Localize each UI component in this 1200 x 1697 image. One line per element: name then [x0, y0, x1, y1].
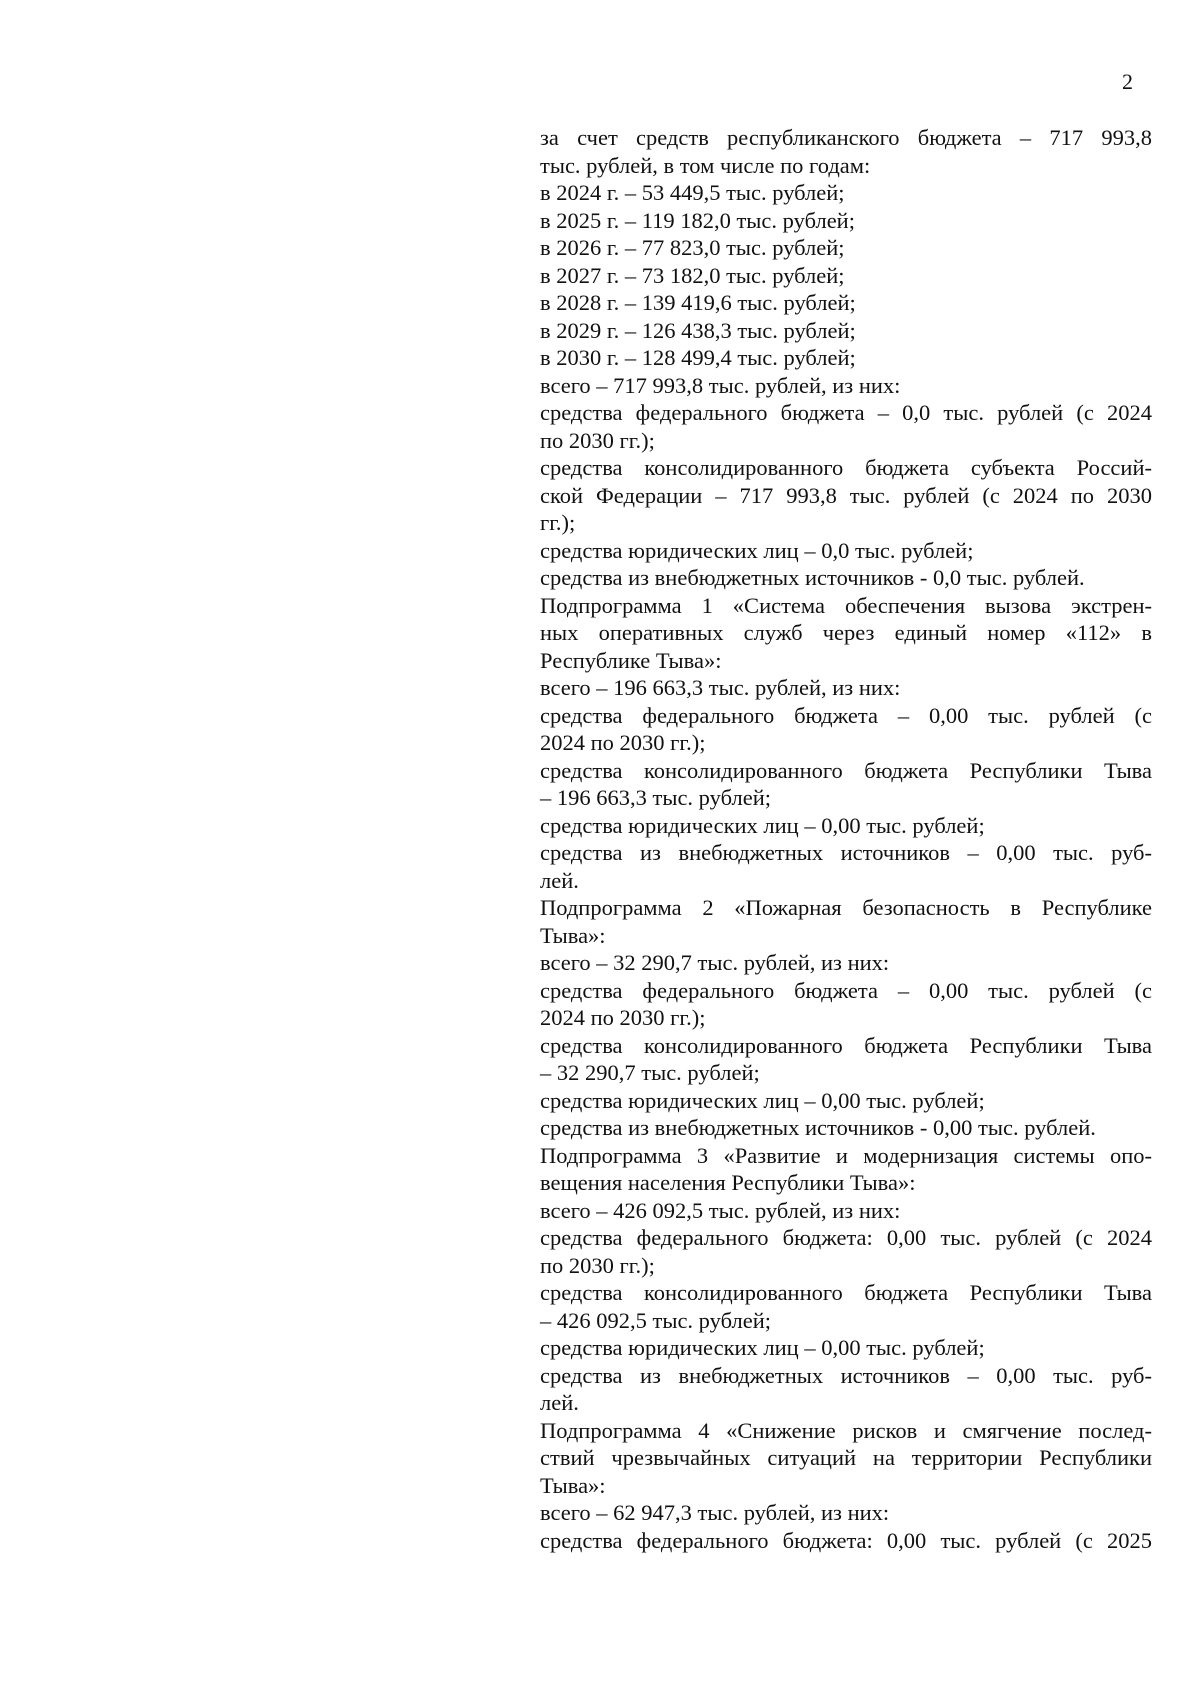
- text-line: всего – 196 663,3 тыс. рублей, из них:: [540, 675, 901, 700]
- text-line: всего – 62 947,3 тыс. рублей, из них:: [540, 1500, 890, 1525]
- text-line: ствий чрезвычайных ситуаций на территории Республики: [540, 1445, 1152, 1470]
- text-line: средства юридических лиц – 0,00 тыс. рублей;: [540, 812, 985, 838]
- text-line: средства юридических лиц – 0,00 тыс. рублей;: [540, 1087, 985, 1113]
- document-text-column: [540, 124, 1152, 1554]
- text-line: всего – 32 290,7 тыс. рублей, из них:: [540, 950, 890, 975]
- text-line: в 2029 г. – 126 438,3 тыс. рублей;: [540, 317, 856, 343]
- text-line: 2024 по 2030 гг.);: [540, 1005, 706, 1030]
- text-line: – 32 290,7 тыс. рублей;: [540, 1060, 760, 1085]
- text-line: всего – 717 993,8 тыс. рублей, из них:: [540, 372, 901, 398]
- text-line: в 2025 г. – 119 182,0 тыс. рублей;: [540, 207, 855, 233]
- text-line: средства федерального бюджета: 0,00 тыс. рублей (с 2024: [540, 1225, 1152, 1250]
- text-line: в 2026 г. – 77 823,0 тыс. рублей;: [540, 235, 845, 260]
- text-line: Тыва»:: [540, 1472, 606, 1498]
- text-line: средства юридических лиц – 0,0 тыс. рублей;: [540, 537, 974, 563]
- text-line: средства из внебюджетных источников - 0,0 тыс. рублей.: [540, 565, 1085, 590]
- text-line: Подпрограмма 1 «Система обеспечения вызова экстрен-: [540, 592, 1152, 618]
- text-line: вещения населения Республики Тыва»:: [540, 1170, 916, 1195]
- text-line: средства из внебюджетных источников – 0,00 тыс. руб-: [540, 1362, 1152, 1388]
- text-line: лей.: [540, 1390, 579, 1415]
- text-line: средства юридических лиц – 0,00 тыс. рублей;: [540, 1335, 985, 1360]
- text-line: в 2024 г. – 53 449,5 тыс. рублей;: [540, 180, 845, 205]
- text-line: средства из внебюджетных источников – 0,00 тыс. руб-: [540, 840, 1152, 865]
- text-line: по 2030 гг.);: [540, 427, 655, 453]
- text-line: Тыва»:: [540, 922, 606, 948]
- text-line: 2024 по 2030 гг.);: [540, 730, 706, 755]
- text-line: всего – 426 092,5 тыс. рублей, из них:: [540, 1197, 901, 1223]
- text-line: средства консолидированного бюджета Республики Тыва: [540, 1280, 1152, 1305]
- text-line: лей.: [540, 867, 579, 893]
- text-line: ской Федерации – 717 993,8 тыс. рублей (с 2024 по 2030: [540, 482, 1152, 508]
- text-line: средства федерального бюджета: 0,00 тыс. рублей (с 2025: [540, 1527, 1152, 1553]
- text-line: ных оперативных служб через единый номер «112» в: [540, 620, 1152, 645]
- text-line: в 2028 г. – 139 419,6 тыс. рублей;: [540, 290, 856, 315]
- text-line: Подпрограмма 4 «Снижение рисков и смягчение послед-: [540, 1417, 1152, 1443]
- text-line: средства федерального бюджета – 0,00 тыс. рублей (с: [540, 977, 1152, 1003]
- text-line: тыс. рублей, в том числе по годам:: [540, 152, 871, 178]
- text-line: в 2030 г. – 128 499,4 тыс. рублей;: [540, 345, 856, 370]
- text-line: средства федерального бюджета – 0,00 тыс. рублей (с: [540, 702, 1152, 728]
- text-line: Республике Тыва»:: [540, 647, 722, 673]
- text-line: гг.);: [540, 510, 576, 535]
- text-line: средства из внебюджетных источников - 0,00 тыс. рублей.: [540, 1115, 1096, 1140]
- text-line: – 426 092,5 тыс. рублей;: [540, 1307, 771, 1333]
- text-line: – 196 663,3 тыс. рублей;: [540, 785, 771, 810]
- text-line: средства консолидированного бюджета Республики Тыва: [540, 757, 1152, 783]
- text-line: средства консолидированного бюджета субъекта Россий-: [540, 455, 1152, 480]
- text-line: средства федерального бюджета – 0,0 тыс. рублей (с 2024: [540, 400, 1152, 425]
- text-line: Подпрограмма 2 «Пожарная безопасность в Республике: [540, 895, 1152, 920]
- text-line: средства консолидированного бюджета Республики Тыва: [540, 1032, 1152, 1058]
- text-line: за счет средств республиканского бюджета – 717 993,8: [540, 125, 1152, 150]
- text-line: Подпрограмма 3 «Развитие и модернизация системы опо-: [540, 1142, 1152, 1168]
- page-number: 2: [1122, 69, 1133, 94]
- text-line: в 2027 г. – 73 182,0 тыс. рублей;: [540, 262, 845, 288]
- text-line: по 2030 гг.);: [540, 1252, 655, 1278]
